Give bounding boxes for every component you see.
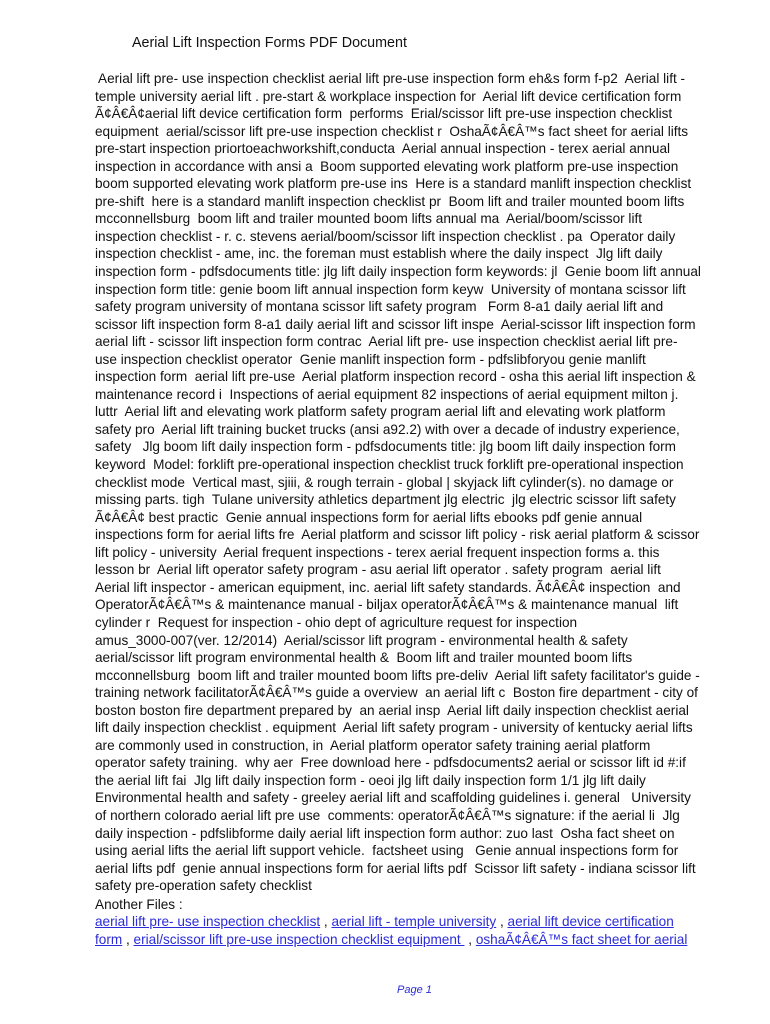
body-text-line: Ã¢Â€Â¢aerial lift device certification form performs Erial/scissor lift pre-use inspection checklist — [95, 106, 673, 122]
body-text-line: mcconnellsburg boom lift and trailer mounted boom lifts pre-deliv Aerial lift safety facilitator's guide - — [95, 667, 700, 683]
file-link[interactable]: oshaÃ¢Â€Â™s fact sheet for aerial — [475, 931, 688, 947]
body-text-line: OperatorÃ¢Â€Â™s & maintenance manual - biljax operatorÃ¢Â€Â™s & maintenance manual lift — [95, 597, 679, 613]
body-text-line: scissor lift inspection form 8-a1 daily aerial lift and scissor lift inspe Aerial-scissor lift inspection form — [95, 316, 696, 332]
body-text-line: training network facilitatorÃ¢Â€Â™s guide a overview an aerial lift c Boston fire department - city of — [95, 685, 698, 701]
body-text-line: operator safety training. why aer Free download here - pdfsdocuments2 aerial or scissor lift id #:if — [95, 755, 686, 771]
body-text-line: Ã¢Â€Â¢ best practic Genie annual inspections form for aerial lifts ebooks pdf genie annual — [95, 509, 643, 525]
body-text-line: safety program university of montana scissor lift safety program Form 8-a1 daily aerial lift and — [95, 299, 664, 315]
links-line-2 — [95, 931, 755, 949]
body-text-line: aerial lifts pdf genie annual inspections form for aerial lifts pdf Scissor lift safety - indiana scissor lift — [95, 860, 696, 876]
body-text-line: using aerial lifts the aerial lift support vehicle. factsheet using Genie annual inspections form for — [95, 843, 679, 859]
file-link[interactable]: aerial lift - temple university — [331, 914, 497, 929]
body-text-line: of northern colorado aerial lift pre use comments: operatorÃ¢Â€Â™s signature: if the aerial li Jlg — [95, 807, 680, 823]
body-text-line: boston boston fire department prepared by an aerial insp Aerial lift daily inspection checklist aerial — [95, 702, 689, 718]
link-separator: , — [464, 931, 476, 947]
link-separator: , — [122, 931, 134, 947]
links-line-1 — [95, 913, 755, 931]
file-link[interactable]: aerial lift pre- use inspection checklist — [95, 914, 321, 929]
body-text-line: aerial lift - scissor lift inspection form contrac Aerial lift pre- use inspection checklist aerial lift pre- — [95, 334, 678, 350]
body-text-line: keyword Model: forklift pre-operational inspection checklist truck forklift pre-operational inspection — [95, 457, 684, 473]
body-text-line: inspection checklist - ame, inc. the foreman must establish where the daily inspect Jlg lift daily — [95, 246, 663, 262]
body-text-line: missing parts. tigh Tulane university athletics department jlg electric jlg electric scissor lift safety — [95, 492, 676, 508]
body-text-line: inspections form for aerial lifts fre Aerial platform and scissor lift policy - risk aerial platform & scissor — [95, 527, 700, 543]
body-text-line: safety pre-operation safety checklist — [95, 878, 312, 894]
body-text-line: use inspection checklist operator Genie manlift inspection form - pdfslibforyou genie manlift — [95, 351, 646, 367]
file-link[interactable]: form — [95, 931, 123, 947]
body-text-line: the aerial lift fai Jlg lift daily inspection form - oeoi jlg lift daily inspection form 1/1 jlg lift daily — [95, 772, 646, 788]
body-text-line: inspection checklist - r. c. stevens aerial/boom/scissor lift inspection checklist . pa Operator daily — [95, 228, 676, 244]
body-text-line: Aerial lift pre- use inspection checklist aerial lift pre-use inspection form eh&s form f-p2 Aerial lift - — [95, 71, 686, 86]
link-separator: , — [496, 914, 508, 929]
body-text-line: pre-start inspection priortoeachworkshift,conducta Aerial annual inspection - terex aerial annual — [95, 141, 671, 157]
body-text-line: safety pro Aerial lift training bucket trucks (ansi a92.2) with over a decade of industry experience, — [95, 421, 680, 437]
another-files-links — [95, 913, 755, 948]
body-text-line: inspection form - pdfsdocuments title: jlg lift daily inspection form keywords: jl Genie boom lift annual — [95, 264, 701, 280]
body-text-line: equipment aerial/scissor lift pre-use inspection checklist r OshaÃ¢Â€Â™s fact sheet for aerial lifts — [95, 123, 689, 139]
body-text-line: pre-shift here is a standard manlift inspection checklist pr Boom lift and trailer mounted boom lifts — [95, 193, 685, 209]
body-text-line: lesson br Aerial lift operator safety program - asu aerial lift operator . safety program aerial lift — [95, 562, 661, 578]
body-text-line: aerial/scissor lift program environmental health & Boom lift and trailer mounted boom lifts — [95, 650, 633, 666]
body-text-line: luttr Aerial lift and elevating work platform safety program aerial lift and elevating work platform — [95, 404, 666, 420]
another-files-label: Another Files : — [95, 897, 183, 912]
body-text-line: are commonly used in construction, in Aerial platform operator safety training aerial platform — [95, 737, 651, 753]
body-text-line: amus_3000-007(ver. 12/2014) Aerial/scissor lift program - environmental health & safety — [95, 632, 628, 648]
body-text-line: mcconnellsburg boom lift and trailer mounted boom lifts annual ma Aerial/boom/scissor lift — [95, 211, 643, 227]
page-number: Page 1 — [397, 984, 432, 996]
link-separator: , — [320, 914, 332, 929]
body-text-line: boom supported elevating work platform pre-use ins Here is a standard manlift inspection checklist — [95, 176, 692, 192]
body-text-line: checklist mode Vertical mast, sjiii, & rough terrain - global | skyjack lift cylinder(s). no damage or — [95, 474, 674, 490]
body-text-line: lift policy - university Aerial frequent inspections - terex aerial frequent inspection forms a. this — [95, 544, 660, 560]
body-text-line: maintenance record i Inspections of aerial equipment 82 inspections of aerial equipment milton j. — [95, 386, 679, 402]
file-link[interactable]: erial/scissor lift pre-use inspection checklist equipment — [133, 931, 465, 947]
body-text-line: safety Jlg boom lift daily inspection form - pdfsdocuments title: jlg boom lift daily inspection form — [95, 439, 677, 455]
body-text-line: temple university aerial lift . pre-start & workplace inspection for Aerial lift device certification form — [95, 88, 682, 104]
body-text-line: Aerial lift inspector - american equipment, inc. aerial lift safety standards. Ã¢Â€Â¢ inspection and — [95, 579, 681, 595]
body-text-line: cylinder r Request for inspection - ohio dept of agriculture request for inspection — [95, 614, 578, 630]
document-body — [95, 70, 755, 895]
document-title: Aerial Lift Inspection Forms PDF Document — [132, 35, 407, 51]
file-link[interactable]: aerial lift device certification — [507, 914, 674, 929]
body-text-line: inspection in accordance with ansi a Boom supported elevating work platform pre-use inspection — [95, 158, 679, 174]
body-text-line: inspection form aerial lift pre-use Aerial platform inspection record - osha this aerial lift inspection & — [95, 369, 696, 385]
body-text-line: daily inspection - pdfslibforme daily aerial lift inspection form author: zuo last Osha fact sheet on — [95, 825, 675, 841]
body-text-line: Environmental health and safety - greeley aerial lift and scaffolding guidelines i. general University — [95, 790, 691, 806]
body-text-line: inspection form title: genie boom lift annual inspection form keyw University of montana scissor lift — [95, 281, 686, 297]
body-text-line: lift daily inspection checklist . equipment Aerial lift safety program - university of kentucky aerial lifts — [95, 720, 693, 736]
